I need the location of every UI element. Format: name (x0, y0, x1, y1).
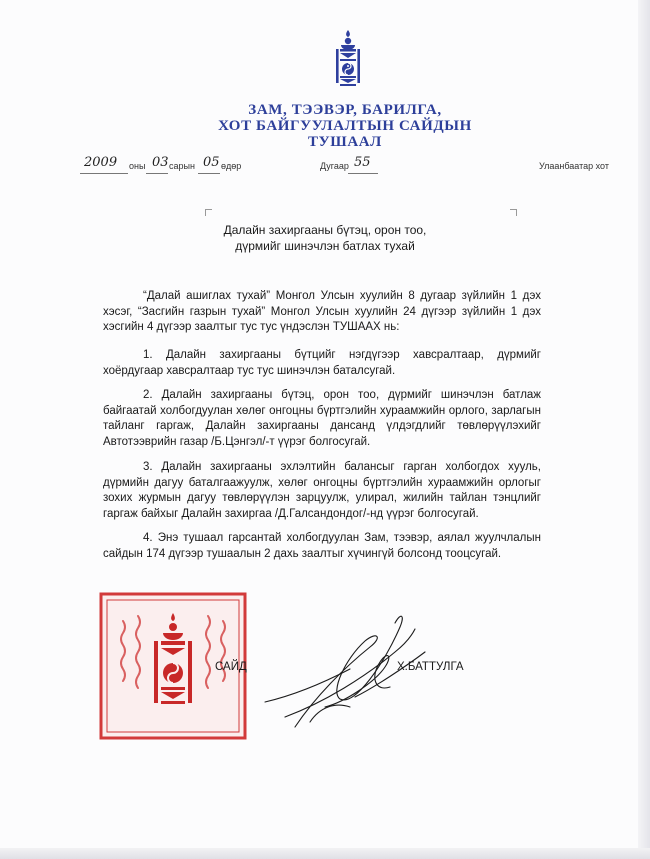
place-name: Улаанбаатар хот (539, 161, 609, 171)
day-suffix: өдөр (221, 161, 242, 171)
signature-title: САЙД (215, 661, 247, 673)
document-number: 55 (354, 155, 371, 170)
order-title-line2: дүрмийг шинэчлэн батлах тухай (235, 239, 415, 253)
date-month: 03 (152, 155, 169, 170)
order-title-line1: Далайн захиргааны бүтэц, орон тоо, (223, 223, 427, 237)
page-edge-shadow-right (638, 0, 650, 859)
soyombo-emblem-icon (328, 28, 368, 88)
date-day: 05 (203, 155, 220, 170)
signatory-name: Х.БАТТУЛГА (397, 661, 464, 673)
page-edge-shadow-bottom (0, 848, 650, 859)
title-corner-mark-right (510, 209, 517, 216)
year-suffix: оны (129, 161, 146, 171)
preamble-paragraph: “Далай ашиглах тухай” Монгол Улсын хуулийн 8 дугаар зүйлийн 1 дэх хэсэг, “Засгийн газрын тухай” Монгол Улсын хуулийн 24 дүгээр зүйлийн 1 дэх хэсгийн 4 дүгээр заалтыг тус тус үндэслэн ТУШААХ нь: (103, 290, 541, 333)
order-item-4: 4. Энэ тушаал гарсантай холбогдуулан Зам, тээвэр, аялал жуулчлалын сайдын 174 дүгээр тушаалын 2 дахь заалтыг хүчингүй болсонд тооцсугай. (103, 532, 541, 560)
ministry-name-line2: ХОТ БАЙГУУЛАЛТЫН САЙДЫН (218, 118, 472, 134)
order-item-1: 1. Далайн захиргааны бүтцийг нэгдүгээр хавсралтаар, дүрмийг хоёрдугаар хавсралтаар тус тус шинэчлэн баталсугай. (103, 349, 541, 377)
order-item-2: 2. Далайн захиргааны бүтэц, орон тоо, дүрмийг шинэчлэн батлаж байгаатай холбогдуулан хөлөг онгоцны бүртгэлийн хураамжийн орлого, зарлагын тайланг гаргаж, Далайн захиргааны дансанд үлдэгдлийг төвлөрүүлэхийг Автотээврийн газар /Б.Цэнгэл/-т үүрэг болгосугай. (103, 389, 541, 448)
document-type: ТУШААЛ (308, 134, 382, 150)
ministry-name-line1: ЗАМ, ТЭЭВЭР, БАРИЛГА, (248, 102, 442, 118)
month-suffix: сарын (169, 161, 195, 171)
number-label: Дугаар (320, 161, 349, 171)
title-corner-mark-left (205, 209, 212, 216)
date-year: 2009 (84, 155, 118, 170)
order-item-3: 3. Далайн захиргааны эхлэлтийн балансыг гарган холбогдох хууль, дүрмийн дагуу баталгаажуулж, хөлөг онгоцны бүртгэлийн хураамжийн орлогыг зохих журмын дагуу төвлөрүүлэн зарцуулж, улирал, жилийн тайлан тэнцлийг гаргаж байхыг Далайн захиргаа /Д.Галсандондог/-нд үүрэг болгосугай. (103, 461, 541, 520)
